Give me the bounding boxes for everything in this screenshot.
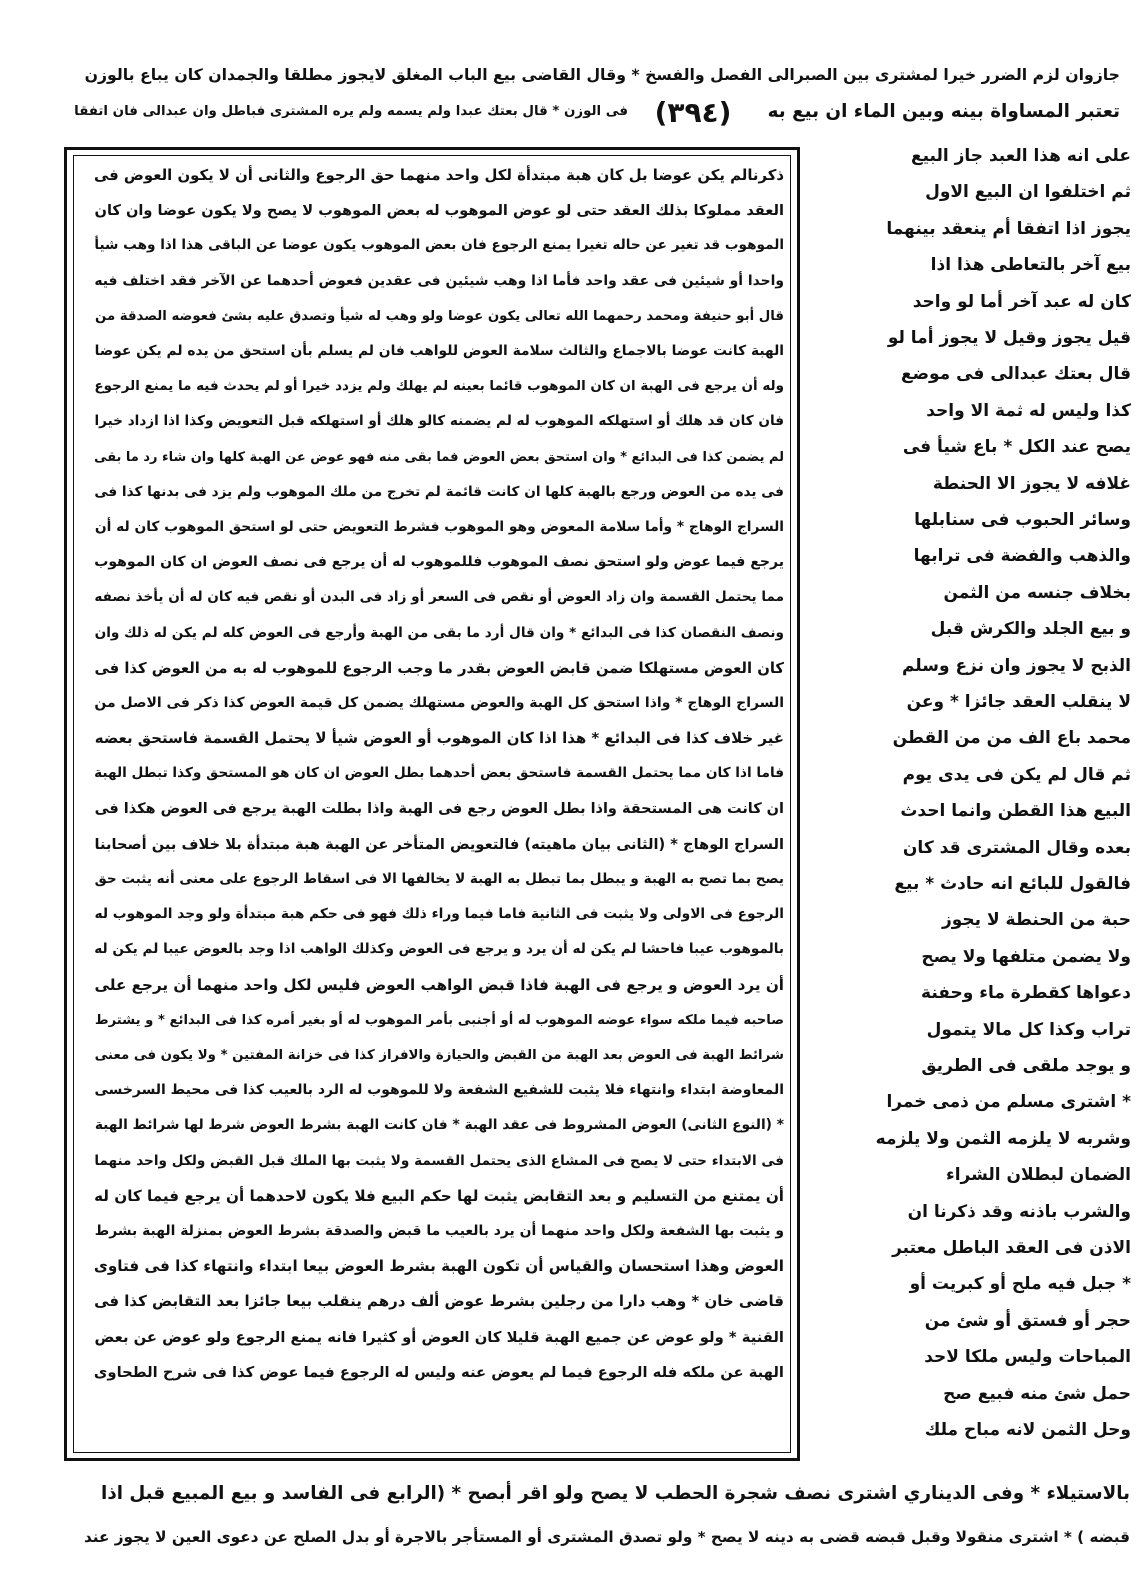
margin-text-line: الذبح لا يجوز وان نزع وسلم bbox=[901, 655, 1131, 676]
margin-text-line: ثم اختلفوا ان البيع الاول bbox=[925, 182, 1131, 203]
main-text-line: مما يحتمل القسمة وان زاد العوض أو نقص فى السعر أو زاد فى البدن أو نقص فيه كان له أن يأخذ نصفه bbox=[94, 589, 784, 606]
margin-text-line: البيع هذا القطن وانما احدث bbox=[900, 801, 1131, 822]
main-text-line: السراج الوهاج * واذا استحق كل الهبة والعوض مستهلك يضمن كل قيمة العوض كذا ذكر فى الاصل من bbox=[94, 695, 784, 711]
margin-text-line: قيل يجوز وقيل لا يجوز أما لو bbox=[887, 328, 1131, 348]
margin-text-line: حمل شئ منه فبيع صح bbox=[943, 1383, 1131, 1404]
main-text-line: فان كان قد هلك أو استهلكه الموهوب له لم يضمنه كالو هلك أو استهلكه قبل التعويض وكذا اذا ازداد خيرا bbox=[94, 413, 784, 430]
margin-text-line: و بيع الجلد والكرش قبل bbox=[930, 619, 1131, 640]
main-text-line: ذكرنالم يكن عوضا بل كان هبة مبتدأة لكل واحد منهما حق الرجوع والثانى أن لا يكون العوض فى bbox=[93, 166, 784, 184]
main-text-line: أن يمتنع من التسليم و بعد التقابض يثبت لها حكم البيع فلا يكون لاحدهما أن يرجع فيما كان له bbox=[94, 1186, 784, 1205]
main-text-line: القنية * ولو عوض عن جميع الهبة قليلا كان العوض أو كثيرا فانه يمنع الرجوع ولو عوض عن بعض bbox=[94, 1328, 784, 1346]
main-text-line: يصح بما تصح به الهبة و يبطل بما تبطل به الهبة لا يخالفها الا فى اسقاط الرجوع على معنى أنه يثبت حق bbox=[94, 871, 784, 887]
margin-text-line: وحل الثمن لانه مباح ملك bbox=[924, 1420, 1131, 1440]
footer-line-2: قبضه ) * اشترى منقولا وقبل قبضه قضى به دينه لا يصح * ولو تصدق المشترى أو المستأجر بالاجرة أو بدل الصلح عن دعوى العين لا يجوز عند bbox=[83, 1528, 1130, 1546]
margin-text-line: على انه هذا العبد جاز البيع bbox=[911, 146, 1131, 166]
margin-text-line: و يوجد ملقى فى الطريق bbox=[921, 1056, 1131, 1076]
margin-text-line: بعده وقال المشترى قد كان bbox=[902, 837, 1131, 858]
main-text-line: الرجوع فى الاولى ولا يثبت فى الثانية فاما فيما وراء ذلك فهو فى حكم هبة مبتدأة ولو وجد الموهوب له bbox=[94, 906, 784, 923]
main-text-line: فى الابتداء حتى لا يصح فى المشاع الذى يحتمل القسمة ولا يثبت بها الملك قبل القبض ولكل واحد منهما bbox=[94, 1152, 784, 1169]
margin-text-line: دعواها كقطرة ماء وحفنة bbox=[921, 983, 1131, 1004]
main-text-line: كان العوض مستهلكا ضمن قابض العوض بقدر ما وجب الرجوع للموهوب له به من العوض كذا فى bbox=[94, 659, 784, 677]
margin-text-line: الضمان لبطلان الشراء bbox=[946, 1165, 1131, 1186]
main-text-line: العقد مملوكا بذلك العقد حتى لو عوض الموهوب له بعض الموهوب لا يصح ولا يكون عوضا وان كان bbox=[94, 202, 784, 220]
main-text-line: أن يرد العوض و يرجع فى الهبة فاذا قبض الواهب العوض فليس لكل واحد منهما أن يرجع على bbox=[94, 975, 784, 994]
margin-text-line: ولا يضمن متلفها ولا يصح bbox=[921, 946, 1131, 967]
main-text-line: شرائط الهبة فى العوض بعد الهبة من القبض والحيازة والافراز كذا فى خزانة المفتين * ولا يكون فى معنى bbox=[94, 1048, 784, 1063]
margin-text-line: كان له عبد آخر أما لو واحد bbox=[912, 291, 1131, 312]
main-text-line: السراج الوهاج * (الثانى بيان ماهيته) فالتعويض المتأخر عن الهبة هبة مبتدأة بلا خلاف بين أصحابنا bbox=[94, 835, 784, 853]
margin-text-line: تراب وكذا كل مالا يتمول bbox=[926, 1019, 1131, 1040]
main-text-line: لم يضمن كذا فى البدائع * وان استحق بعض العوض فما بقى منه فهو عوض عن الهبة كلها وان شاء رد ما بقى bbox=[94, 449, 784, 465]
margin-text-line: غلافه لا يجوز الا الحنطة bbox=[932, 473, 1131, 494]
margin-text-line: ثم قال لم يكن فى يدى يوم bbox=[902, 764, 1131, 785]
margin-text-line: محمد باع الف من من القطن bbox=[892, 728, 1131, 749]
page-number: (٣٩٤) bbox=[654, 96, 732, 129]
margin-text-line: لا ينقلب العقد جائزا * وعن bbox=[906, 692, 1131, 712]
margin-text-line: والشرب باذنه وقد ذكرنا ان bbox=[907, 1201, 1131, 1222]
main-text-line: * (النوع الثانى) العوض المشروط فى عقد الهبة * فان كانت الهبة بشرط العوض شرط لها شرائط الهبة bbox=[94, 1117, 784, 1134]
header-line-2-right: تعتبر المساواة بينه وبين الماء ان بيع به bbox=[767, 101, 1120, 122]
margin-text-line: * اشترى مسلم من ذمى خمرا bbox=[886, 1092, 1131, 1113]
margin-text-line: والذهب والفضة فى ترابها bbox=[913, 546, 1131, 567]
main-text-line: فى يده من العوض ورجع بالهبة كلها ان كانت قائمة لم تخرج من ملك الموهوب ولم يزد فى بدنها كذا فى bbox=[94, 483, 784, 500]
margin-text-line: حبة من الحنطة لا يجوز bbox=[941, 910, 1131, 931]
margin-text-line: وشربه لا يلزمه الثمن ولا يلزمه bbox=[875, 1128, 1131, 1149]
main-text-line: الهبة عن ملكه فله الرجوع فيما لم يعوض عنه وليس له الرجوع فيما عوض كذا فى شرح الطحاوى bbox=[93, 1363, 784, 1381]
main-text-line: ان كانت هى المستحقة واذا بطل العوض رجع فى الهبة واذا بطلت الهبة يرجع فى العوض هكذا فى bbox=[94, 800, 784, 817]
main-text-line: العوض وهذا استحسان والقياس أن تكون الهبة بشرط العوض بيعا ابتداء وانتهاء كذا فى فتاوى bbox=[93, 1257, 784, 1276]
main-text-line: الموهوب قد تغير عن حاله تغيرا يمنع الرجوع فان بعض الموهوب يكون عوضا عن الباقى هذا اذا وهب شيأ bbox=[94, 237, 784, 254]
main-text-line: ونصف النقصان كذا فى البدائع * وان قال أرد ما بقى من الهبة وأرجع فى العوض كله لم يكن له ذلك وان bbox=[94, 624, 784, 641]
main-text-line: وله أن يرجع فى الهبة ان كان الموهوب قائما بعينه لم يهلك ولم يزدد خيرا أو لم يحدث فيه ما يمنع الرجوع bbox=[94, 378, 784, 395]
main-text-line: صاحبه فيما ملكه سواء عوضه الموهوب له أو أجنبى بأمر الموهوب له أو بغير أمره كذا فى البدائع * و يشترط bbox=[94, 1012, 784, 1028]
footer-line-1: بالاستيلاء * وفى الديناري اشترى نصف شجرة الحطب لا يصح ولو اقر أبصح * (الرابع فى الفاسد و بيع المبيع قبل اذا bbox=[101, 1483, 1130, 1504]
main-text-line: غير خلاف كذا فى البدائع * هذا اذا كان الموهوب أو العوض شيأ لا يحتمل القسمة فاستحق بعضه bbox=[94, 729, 784, 748]
margin-text-line: حجر أو فستق أو شئ من bbox=[924, 1310, 1131, 1331]
margin-text-line: بيع آخر بالتعاطى هذا اذا bbox=[930, 255, 1131, 276]
margin-text-line: يصح عند الكل * باع شيأ فى bbox=[902, 437, 1131, 458]
main-text-line: قاضى خان * وهب دارا من رجلين بشرط عوض ألف درهم ينقلب بيعا جائزا بعد التقابض كذا فى bbox=[94, 1292, 784, 1311]
main-text-line: و يثبت بها الشفعة ولكل واحد منهما أن يرد بالعيب ما قبض والصدقة بشرط العوض بمنزلة الهبة بشرط bbox=[94, 1223, 784, 1239]
margin-text-line: المباحات وليس ملكا لاحد bbox=[924, 1347, 1131, 1368]
margin-text-line: كذا وليس له ثمة الا واحد bbox=[926, 400, 1131, 421]
margin-text-line: الاذن فى العقد الباطل معتبر bbox=[892, 1238, 1131, 1258]
margin-text-line: * جبل فيه ملح أو كبريت أو bbox=[909, 1274, 1131, 1295]
header-line-1: جازوان لزم الضرر خيرا لمشترى بين الصبرالى الفصل والفسخ * وقال القاضى بيع الباب المغلق لايجوز مطلقا والجمدان كان يباع بالوزن bbox=[84, 65, 1120, 84]
margin-text-line: بخلاف جنسه من الثمن bbox=[943, 582, 1131, 603]
margin-text-line: فالقول للبائع انه حادث * بيع bbox=[894, 874, 1131, 894]
main-text-line: واحدا أو شيئين فى عقد واحد فأما اذا وهب شيئين فى عقدين فعوض أحدهما عن الآخر فقد اختلف فيه bbox=[94, 272, 784, 289]
main-text-line: الهبة كانت عوضا بالاجماع والثالث سلامة العوض للواهب فان لم يسلم بأن استحق من يده لم يكن عوضا bbox=[94, 343, 784, 359]
margin-text-line: يجوز اذا اتفقا أم ينعقد بينهما bbox=[886, 218, 1131, 239]
margin-text-line: قال بعتك عبدالى فى موضع bbox=[900, 364, 1131, 385]
main-text-line: فاما اذا كان مما يحتمل القسمة فاستحق بعض أحدهما بطل العوض ان كان هو المستحق وكذا تبطل الهبة bbox=[94, 765, 784, 782]
main-text-line: بالموهوب عيبا فاحشا لم يكن له أن يرد و يرجع فى العوض وكذلك الواهب اذا وجد بالعوض عيبا لم يكن له bbox=[94, 941, 784, 958]
margin-text-line: وسائر الحبوب فى سنابلها bbox=[914, 510, 1131, 530]
main-text-line: السراج الوهاج * وأما سلامة المعوض وهو الموهوب فشرط التعويض حتى لو استحق الموهوب كان له أن bbox=[94, 519, 784, 535]
main-text-line: يرجع فيما عوض ولو استحق نصف الموهوب فللموهوب له أن يرجع فى نصف العوض ان كان الموهوب bbox=[94, 554, 784, 571]
main-text-line: المعاوضة ابتداء وانتهاء فلا يثبت للشفيع الشفعة ولا للموهوب له الرد بالعيب كذا فى محيط السرخسى bbox=[94, 1082, 784, 1099]
main-text-line: قال أبو حنيفة ومحمد رحمهما الله تعالى يكون عوضا ولو وهب له شيأ وتصدق عليه بشئ فعوضه الصدقة من bbox=[95, 308, 784, 324]
header-line-2-left: فى الوزن * قال بعتك عبدا ولم يسمه ولم يره المشترى فباطل وان عبدالى فان اتفقا bbox=[74, 104, 628, 119]
